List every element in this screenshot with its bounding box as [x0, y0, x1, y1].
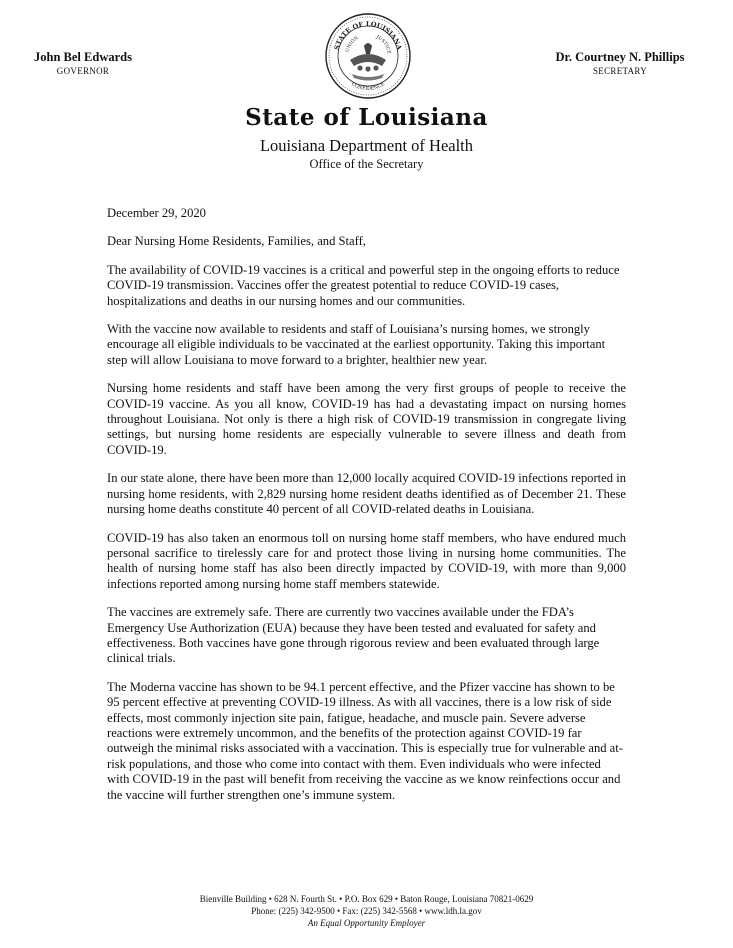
- letter-paragraph: The vaccines are extremely safe. There are currently two vaccines available under the FDA’s Emergency Use Authorization (EUA) because they have been tested and evaluated for safety and effectiveness. Both vaccines have gone through rigorous review and been evaluated through large clinical trials.: [107, 605, 600, 666]
- letter-paragraph: Nursing home residents and staff have been among the very first groups of people to receive the COVID-19 vaccine. As you all know, COVID-19 has had a devastating impact on nursing homes throughout Louisiana. Not only is there a high risk of COVID-19 transmission in congregate living settings, but nursing home residents are especially vulnerable to severe illness and death from COVID-19.: [107, 381, 626, 457]
- department-name: Louisiana Department of Health: [259, 136, 474, 155]
- state-title: State of Louisiana: [245, 104, 488, 131]
- letterhead-footer: [0, 893, 733, 929]
- office-name: Office of the Secretary: [309, 157, 424, 171]
- letter-paragraph: COVID-19 has also taken an enormous toll on nursing home staff members, who have endured much personal sacrifice to tirelessly care for and protect those living in nursing home communities. The health of nursing home staff has also been directly impacted by COVID-19, with more than 9,000 infections reported among nursing home staff members statewide.: [107, 530, 626, 591]
- seal-right-text: JUSTICE: [375, 35, 391, 55]
- letter-body: [107, 206, 626, 816]
- state-seal-icon: [324, 12, 412, 100]
- letter-paragraph: The Moderna vaccine has shown to be 94.1 percent effective, and the Pfizer vaccine has shown to be 95 percent effective at preventing COVID-19 illness. As with all vaccines, there is a low risk of side effects, most commonly injection site pain, fatigue, headache, and muscle pain. Severe adverse reactions were extremely uncommon, and the benefits of the protection against COVID-19 far outweigh the minimal risks associated with a vaccination. This is especially true for vulnerable and at-risk populations, and those who come into contact with them. Even individuals who were infected with COVID-19 in the past will benefit from receiving the vaccine as we know reinfections occur and the vaccine will further strengthen one’s immune system.: [107, 679, 623, 802]
- governor-block: [24, 50, 142, 77]
- footer-contact: Phone: (225) 342-9500 • Fax: (225) 342-5568 • www.ldh.la.gov: [251, 906, 482, 916]
- letter-paragraph: The availability of COVID-19 vaccines is a critical and powerful step in the ongoing efforts to reduce COVID-19 transmission. Vaccines offer the greatest potential to reduce COVID-19 cases, hospitalizations and deaths in our nursing homes and our communities.: [107, 262, 620, 308]
- seal-bottom-text: CONFIDENCE: [350, 81, 386, 93]
- governor-title: GOVERNOR: [56, 66, 110, 76]
- letter-salutation: Dear Nursing Home Residents, Families, and Staff,: [107, 234, 366, 249]
- footer-address: Bienville Building • 628 N. Fourth St. • P.O. Box 629 • Baton Rouge, Louisiana 70821-0629: [199, 894, 534, 904]
- letter-date: December 29, 2020: [107, 206, 206, 220]
- seal-top-text: STATE OF LOUISIANA: [332, 19, 404, 51]
- secretary-title: SECRETARY: [593, 66, 647, 76]
- secretary-block: [545, 50, 695, 77]
- governor-name: John Bel Edwards: [34, 50, 132, 64]
- letter-paragraph: In our state alone, there have been more than 12,000 locally acquired COVID-19 infections reported in nursing home residents, with 2,829 nursing home resident deaths identified as of December 21. These nursing home deaths constitute 40 percent of all COVID-related deaths in Louisiana.: [107, 471, 626, 517]
- secretary-name: Dr. Courtney N. Phillips: [555, 50, 685, 64]
- letter-paragraph: With the vaccine now available to residents and staff of Louisiana’s nursing homes, we strongly encourage all eligible individuals to be vaccinated at the earliest opportunity. Taking this important step will allow Louisiana to move forward to a brighter, healthier new year.: [107, 322, 606, 367]
- footer-employer: An Equal Opportunity Employer: [307, 918, 426, 928]
- seal-left-text: UNION: [345, 35, 360, 53]
